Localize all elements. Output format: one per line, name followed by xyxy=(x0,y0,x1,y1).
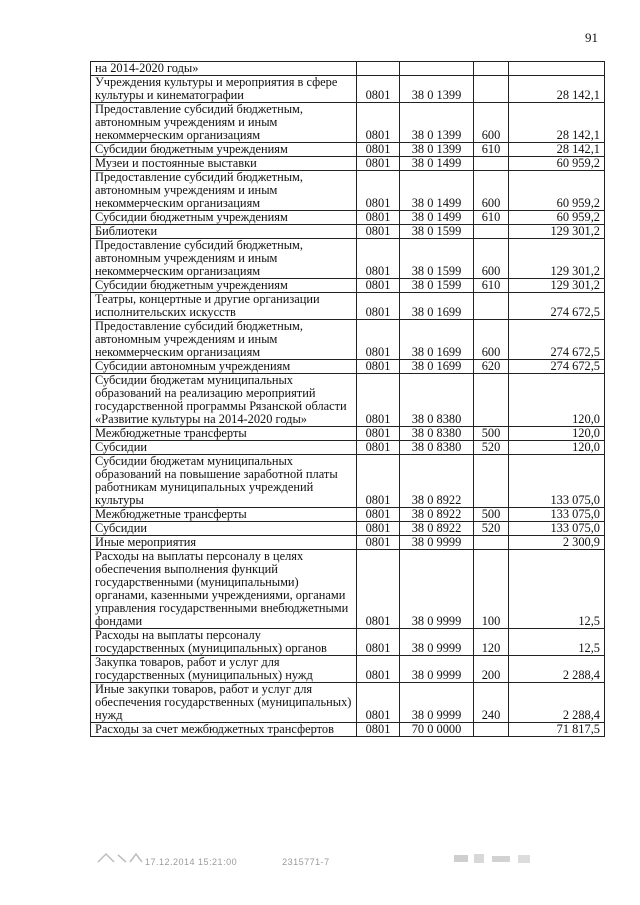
row-sum: 274 672,5 xyxy=(509,360,605,374)
row-name: на 2014-2020 годы» xyxy=(91,62,357,76)
row-name: Предоставление субсидий бюджетным, автономным учреждениям и иным некоммерческим организациям xyxy=(91,239,357,279)
row-expense-type: 610 xyxy=(474,211,509,225)
row-article-code: 38 0 1699 xyxy=(400,360,474,374)
row-name: Субсидии бюджетам муниципальных образований на повышение заработной платы работникам муниципальных учреждений культуры xyxy=(91,455,357,508)
table-row xyxy=(91,629,605,656)
row-expense-type xyxy=(474,374,509,427)
row-name: Субсидии xyxy=(91,522,357,536)
row-expense-type: 610 xyxy=(474,279,509,293)
row-article-code: 38 0 8922 xyxy=(400,455,474,508)
row-expense-type xyxy=(474,76,509,103)
table-row xyxy=(91,360,605,374)
row-sum: 60 959,2 xyxy=(509,157,605,171)
table-row xyxy=(91,455,605,508)
table-row xyxy=(91,320,605,360)
row-expense-type xyxy=(474,536,509,550)
row-section-code: 0801 xyxy=(357,103,400,143)
row-name: Расходы на выплаты персоналу государственных (муниципальных) органов xyxy=(91,629,357,656)
row-section-code: 0801 xyxy=(357,522,400,536)
table-row xyxy=(91,171,605,211)
row-section-code: 0801 xyxy=(357,550,400,629)
row-sum: 120,0 xyxy=(509,374,605,427)
row-sum: 274 672,5 xyxy=(509,320,605,360)
table-row xyxy=(91,374,605,427)
row-expense-type: 500 xyxy=(474,508,509,522)
row-name: Субсидии бюджетным учреждениям xyxy=(91,279,357,293)
row-section-code: 0801 xyxy=(357,225,400,239)
row-sum: 28 142,1 xyxy=(509,143,605,157)
row-expense-type xyxy=(474,225,509,239)
row-section-code: 0801 xyxy=(357,360,400,374)
row-article-code: 38 0 8380 xyxy=(400,374,474,427)
row-article-code: 38 0 1399 xyxy=(400,143,474,157)
row-expense-type: 520 xyxy=(474,441,509,455)
row-section-code: 0801 xyxy=(357,320,400,360)
row-section-code: 0801 xyxy=(357,374,400,427)
row-name: Межбюджетные трансферты xyxy=(91,508,357,522)
row-expense-type: 600 xyxy=(474,239,509,279)
row-article-code: 38 0 9999 xyxy=(400,550,474,629)
row-expense-type xyxy=(474,157,509,171)
row-name: Субсидии бюджетным учреждениям xyxy=(91,143,357,157)
row-expense-type: 610 xyxy=(474,143,509,157)
table-row xyxy=(91,279,605,293)
row-section-code: 0801 xyxy=(357,455,400,508)
row-expense-type xyxy=(474,455,509,508)
row-expense-type: 200 xyxy=(474,656,509,683)
row-article-code: 70 0 0000 xyxy=(400,723,474,737)
row-section-code: 0801 xyxy=(357,293,400,320)
footer-doc-id: 2315771-7 xyxy=(282,857,330,867)
row-article-code: 38 0 8922 xyxy=(400,508,474,522)
row-article-code: 38 0 1699 xyxy=(400,293,474,320)
table-row xyxy=(91,103,605,143)
row-sum: 2 288,4 xyxy=(509,656,605,683)
table-row xyxy=(91,427,605,441)
table-row xyxy=(91,293,605,320)
row-sum: 133 075,0 xyxy=(509,455,605,508)
row-name: Субсидии xyxy=(91,441,357,455)
row-name: Учреждения культуры и мероприятия в сфере культуры и кинематографии xyxy=(91,76,357,103)
row-article-code: 38 0 1599 xyxy=(400,239,474,279)
table-row xyxy=(91,239,605,279)
row-section-code: 0801 xyxy=(357,508,400,522)
row-section-code: 0801 xyxy=(357,629,400,656)
row-section-code: 0801 xyxy=(357,279,400,293)
row-section-code: 0801 xyxy=(357,441,400,455)
row-name: Предоставление субсидий бюджетным, автономным учреждениям и иным некоммерческим организациям xyxy=(91,171,357,211)
row-section-code: 0801 xyxy=(357,683,400,723)
table-row xyxy=(91,76,605,103)
row-name: Музеи и постоянные выставки xyxy=(91,157,357,171)
row-section-code: 0801 xyxy=(357,157,400,171)
row-name: Библиотеки xyxy=(91,225,357,239)
table-row xyxy=(91,157,605,171)
row-name: Театры, концертные и другие организации исполнительских искусств xyxy=(91,293,357,320)
row-article-code: 38 0 1599 xyxy=(400,279,474,293)
row-article-code: 38 0 9999 xyxy=(400,629,474,656)
page-number: 91 xyxy=(585,30,598,45)
table-row xyxy=(91,522,605,536)
row-sum: 2 300,9 xyxy=(509,536,605,550)
table-row xyxy=(91,656,605,683)
table-row xyxy=(91,536,605,550)
row-sum: 12,5 xyxy=(509,629,605,656)
row-sum: 60 959,2 xyxy=(509,171,605,211)
row-section-code: 0801 xyxy=(357,656,400,683)
row-sum: 129 301,2 xyxy=(509,225,605,239)
row-name: Субсидии автономным учреждениям xyxy=(91,360,357,374)
row-sum: 12,5 xyxy=(509,550,605,629)
row-name: Закупка товаров, работ и услуг для государственных (муниципальных) нужд xyxy=(91,656,357,683)
row-section-code: 0801 xyxy=(357,536,400,550)
row-article-code: 38 0 8380 xyxy=(400,441,474,455)
row-expense-type: 600 xyxy=(474,171,509,211)
scan-mark-right xyxy=(452,852,538,864)
row-expense-type: 600 xyxy=(474,320,509,360)
row-sum: 274 672,5 xyxy=(509,293,605,320)
row-article-code: 38 0 1399 xyxy=(400,103,474,143)
row-name: Предоставление субсидий бюджетным, автономным учреждениям и иным некоммерческим организациям xyxy=(91,103,357,143)
row-section-code xyxy=(357,62,400,76)
table-row xyxy=(91,723,605,737)
row-article-code: 38 0 8922 xyxy=(400,522,474,536)
budget-table-body xyxy=(91,62,605,737)
row-name: Субсидии бюджетным учреждениям xyxy=(91,211,357,225)
row-article-code: 38 0 9999 xyxy=(400,656,474,683)
row-sum: 71 817,5 xyxy=(509,723,605,737)
row-article-code: 38 0 1699 xyxy=(400,320,474,360)
row-name: Иные мероприятия xyxy=(91,536,357,550)
row-section-code: 0801 xyxy=(357,723,400,737)
row-section-code: 0801 xyxy=(357,211,400,225)
row-expense-type: 520 xyxy=(474,522,509,536)
table-row xyxy=(91,441,605,455)
row-sum: 28 142,1 xyxy=(509,76,605,103)
footer-timestamp: 17.12.2014 15:21:00 xyxy=(145,857,238,867)
table-row xyxy=(91,508,605,522)
row-expense-type: 100 xyxy=(474,550,509,629)
row-sum: 2 288,4 xyxy=(509,683,605,723)
row-sum xyxy=(509,62,605,76)
row-expense-type: 240 xyxy=(474,683,509,723)
row-sum: 120,0 xyxy=(509,441,605,455)
row-section-code: 0801 xyxy=(357,239,400,279)
row-article-code: 38 0 1399 xyxy=(400,76,474,103)
row-expense-type xyxy=(474,293,509,320)
row-expense-type: 620 xyxy=(474,360,509,374)
row-section-code: 0801 xyxy=(357,171,400,211)
row-sum: 129 301,2 xyxy=(509,279,605,293)
row-expense-type xyxy=(474,723,509,737)
row-sum: 60 959,2 xyxy=(509,211,605,225)
footer xyxy=(145,857,372,867)
table-row xyxy=(91,143,605,157)
table-row xyxy=(91,683,605,723)
table-row xyxy=(91,550,605,629)
row-article-code: 38 0 9999 xyxy=(400,536,474,550)
row-name: Субсидии бюджетам муниципальных образований на реализацию мероприятий государственной программы Рязанской области «Развитие культуры на 2014-2020 годы» xyxy=(91,374,357,427)
row-article-code: 38 0 1599 xyxy=(400,225,474,239)
row-section-code: 0801 xyxy=(357,427,400,441)
row-article-code xyxy=(400,62,474,76)
row-article-code: 38 0 1499 xyxy=(400,211,474,225)
row-sum: 133 075,0 xyxy=(509,522,605,536)
row-expense-type xyxy=(474,62,509,76)
row-section-code: 0801 xyxy=(357,143,400,157)
row-name: Иные закупки товаров, работ и услуг для обеспечения государственных (муниципальных) нужд xyxy=(91,683,357,723)
row-expense-type: 500 xyxy=(474,427,509,441)
table-row xyxy=(91,211,605,225)
budget-table xyxy=(90,61,605,737)
row-article-code: 38 0 9999 xyxy=(400,683,474,723)
row-name: Межбюджетные трансферты xyxy=(91,427,357,441)
row-sum: 129 301,2 xyxy=(509,239,605,279)
row-name: Расходы за счет межбюджетных трансфертов xyxy=(91,723,357,737)
row-sum: 28 142,1 xyxy=(509,103,605,143)
table-row xyxy=(91,62,605,76)
row-article-code: 38 0 1499 xyxy=(400,171,474,211)
row-name: Расходы на выплаты персоналу в целях обеспечения выполнения функций государственными (муниципальными) органами, казенными учреждениями, органами управления государственными внебюджетными фондами xyxy=(91,550,357,629)
row-sum: 133 075,0 xyxy=(509,508,605,522)
row-sum: 120,0 xyxy=(509,427,605,441)
row-name: Предоставление субсидий бюджетным, автономным учреждениям и иным некоммерческим организациям xyxy=(91,320,357,360)
row-article-code: 38 0 1499 xyxy=(400,157,474,171)
row-section-code: 0801 xyxy=(357,76,400,103)
table-row xyxy=(91,225,605,239)
row-expense-type: 120 xyxy=(474,629,509,656)
row-article-code: 38 0 8380 xyxy=(400,427,474,441)
row-expense-type: 600 xyxy=(474,103,509,143)
